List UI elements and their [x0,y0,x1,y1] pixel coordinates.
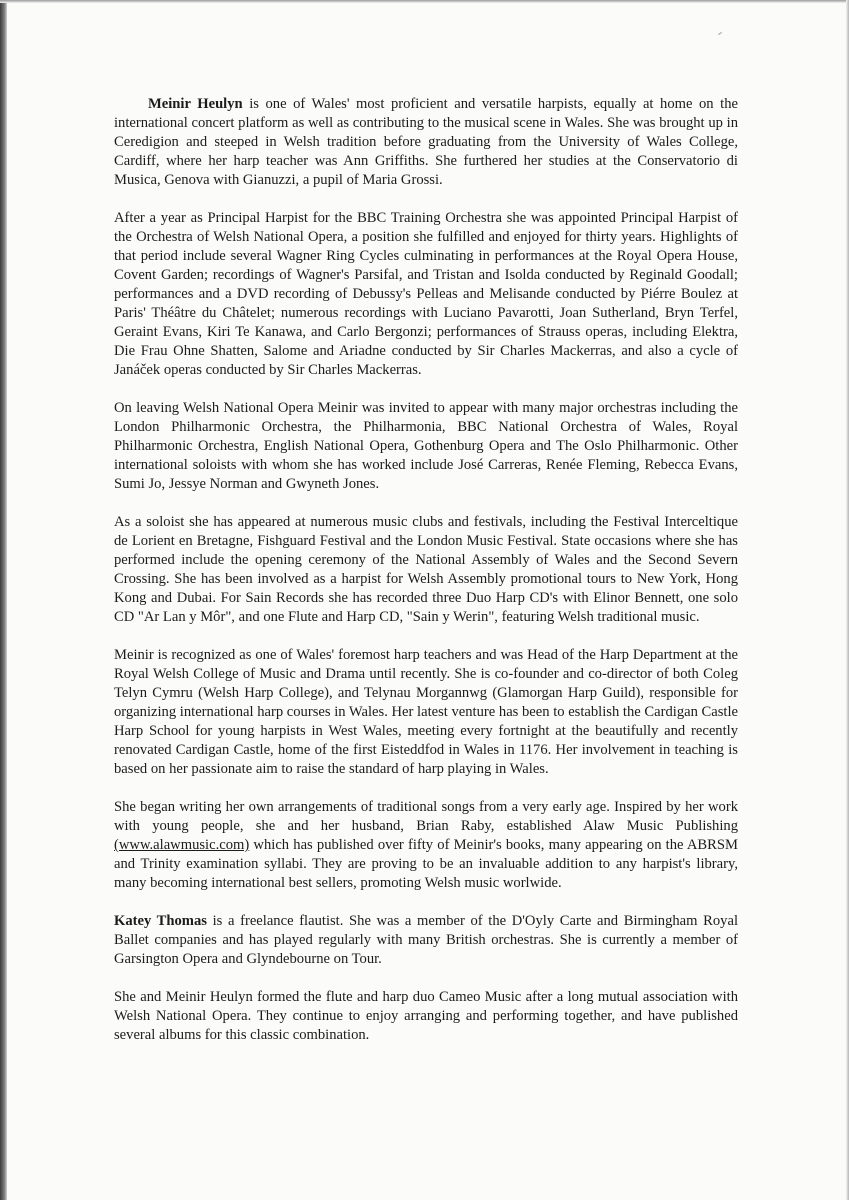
pen-mark [718,32,722,35]
top-edge [0,0,849,3]
meinir-publishing-paragraph [114,798,738,893]
katey-intro-paragraph [114,912,738,969]
duo-paragraph: She and Meinir Heulyn formed the flute and harp duo Cameo Music after a long mutual association with Welsh National Opera. They continue to enjoy arranging and performing together, and have published several albums for this classic combination. [114,989,738,1043]
meinir-teaching-paragraph: Meinir is recognized as one of Wales' foremost harp teachers and was Head of the Harp Department at the Royal Welsh College of Music and Drama until recently. She is co-founder and co-director of both Coleg Telyn Cymru (Welsh Harp College), and Telynau Morgannwg (Glamorgan Harp Guild), responsible for organizing international harp courses in Wales. Her latest venture has been to establish the Cardigan Castle Harp School for young harpists in West Wales, meeting every fortnight at the beautifully and recently renovated Cardigan Castle, home of the first Eisteddfod in Wales in 1176. Her involvement in teaching is based on her passionate aim to raise the standard of harp playing in Wales. [114,647,739,777]
alaw-music-link[interactable]: (www.alawmusic.com) [114,837,250,853]
biography-text [114,95,738,1064]
meinir-soloist-paragraph: As a soloist she has appeared at numerous music clubs and festivals, including the Festival Interceltique de Lorient en Bretagne, Fishguard Festival and the London Music Festival. State occasions where she has performed include the opening ceremony of the National Assembly of Wales and the Second Severn Crossing. She has been involved as a harpist for Welsh Assembly promotional tours to New York, Hong Kong and Dubai. For Sain Records she has recorded three Duo Harp CD's with Elinor Bennett, one solo CD "Ar Lan y Môr", and one Flute and Harp CD, "Sain y Werin", featuring Welsh traditional music. [114,514,738,625]
meinir-wno-paragraph: After a year as Principal Harpist for the BBC Training Orchestra she was appointed Principal Harpist of the Orchestra of Welsh National Opera, a position she fulfilled and enjoyed for thirty years. Highlights of that period include several Wagner Ring Cycles culminating in performances at the Royal Opera House, Covent Garden; recordings of Wagner's Parsifal, and Tristan and Isolda conducted by Reginald Goodall; performances and a DVD recording of Debussy's Pelleas and Melisande conducted by Piérre Boulez at Paris' Théâtre du Châtelet; numerous recordings with Luciano Pavarotti, Joan Sutherland, Bryn Terfel, Geraint Evans, Kiri Te Kanawa, and Carlo Bergonzi; performances of Strauss operas, including Elektra, Die Frau Ohne Shatten, Salome and Ariadne conducted by Sir Charles Mackerras, and also a cycle of Janáček operas conducted by Sir Charles Mackerras. [114,210,738,378]
katey-name: Katey Thomas [114,913,207,929]
binding-edge [0,0,7,1200]
publishing-text-after: which has published over fifty of Meinir's books, many appearing on the ABRSM and Trinity examination syllabi. They are proving to be an invaluable addition to any harpist's library, many becoming international best sellers, promoting Welsh music worlwide. [114,837,738,891]
meinir-orchestras-paragraph: On leaving Welsh National Opera Meinir was invited to appear with many major orchestras including the London Philharmonic Orchestra, the Philharmonia, BBC National Orchestra of Wales, Royal Philharmonic Orchestra, English National Opera, Gothenburg Opera and The Oslo Philharmonic. Other international soloists with whom she has worked include José Carreras, Renée Fleming, Rebecca Evans, Sumi Jo, Jessye Norman and Gwyneth Jones. [114,400,738,492]
meinir-intro-text: is one of Wales' most proficient and versatile harpists, equally at home on the international concert platform as well as contributing to the musical scene in Wales. She was brought up in Ceredigion and steeped in Welsh tradition before graduating from the University of Wales College, Cardiff, where her harp teacher was Ann Griffiths. She furthered her studies at the Conservatorio di Musica, Genova with Gianuzzi, a pupil of Maria Grossi. [114,96,738,188]
meinir-intro-paragraph [114,95,738,190]
katey-intro-text: is a freelance flautist. She was a member of the D'Oyly Carte and Birmingham Royal Ballet companies and has played regularly with many British orchestras. She is currently a member of Garsington Opera and Glyndebourne on Tour. [114,913,738,967]
meinir-name: Meinir Heulyn [148,96,243,112]
publishing-text-before: She began writing her own arrangements of traditional songs from a very early age. Inspired by her work with young people, she and her husband, Brian Raby, established Alaw Music Publishing [114,799,738,834]
